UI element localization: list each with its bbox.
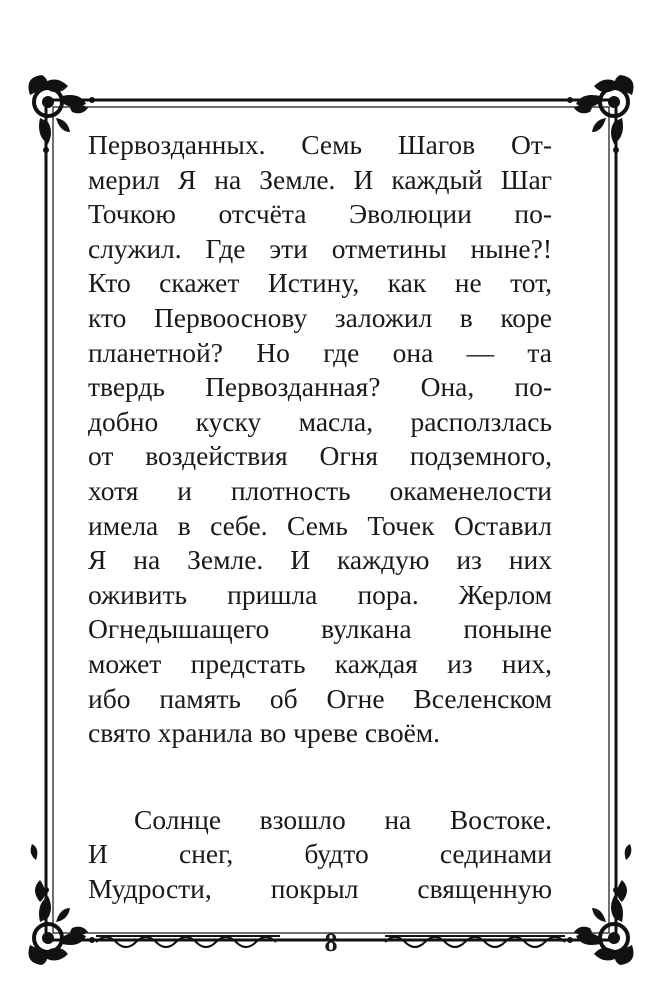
text-line: добно куску масла, расползлась bbox=[88, 405, 552, 437]
text-line: Кто скажет Истину, как не тот, bbox=[88, 267, 552, 299]
corner-ornament-top-left bbox=[29, 75, 96, 153]
corner-ornament-top-right bbox=[567, 75, 634, 153]
text-line: может предстать каждая из них, bbox=[88, 647, 552, 679]
text-line: оживить пришла пора. Жерлом bbox=[88, 578, 552, 610]
paragraph-gap bbox=[88, 751, 552, 803]
text-line: от воздействия Огня подземного, bbox=[88, 440, 552, 472]
text-line: И снег, будто сединами bbox=[88, 838, 552, 870]
page-text bbox=[88, 128, 552, 906]
page-number: 8 bbox=[324, 928, 338, 957]
side-flourish-left bbox=[31, 844, 45, 902]
text-line: служил. Где эти отметины ныне?! bbox=[88, 232, 552, 264]
text-line: имела в себе. Семь Точек Оставил bbox=[88, 509, 552, 541]
text-line: Точкою отсчёта Эволюции по- bbox=[88, 198, 552, 230]
text-line: мерил Я на Земле. И каждый Шаг bbox=[88, 163, 552, 195]
text-line: ибо память об Огне Вселенском bbox=[88, 682, 552, 714]
text-line: свято хранила во чреве своём. bbox=[88, 717, 441, 749]
text-line: Первозданных. Семь Шагов От- bbox=[88, 129, 552, 160]
text-line: планетной? Но где она — та bbox=[88, 336, 552, 368]
text-line: Солнце взошло на Востоке. bbox=[134, 803, 552, 835]
text-line: хотя и плотность окаменелости bbox=[88, 474, 552, 506]
text-line: твердь Первозданная? Она, по- bbox=[88, 371, 552, 403]
text-line: кто Первооснову заложил в коре bbox=[88, 301, 552, 333]
side-flourish-right bbox=[617, 844, 631, 902]
text-line: Огнедышащего вулкана поныне bbox=[88, 613, 552, 645]
text-line: Мудрости, покрыл священную bbox=[88, 872, 552, 904]
text-line: Я на Земле. И каждую из них bbox=[88, 544, 552, 576]
